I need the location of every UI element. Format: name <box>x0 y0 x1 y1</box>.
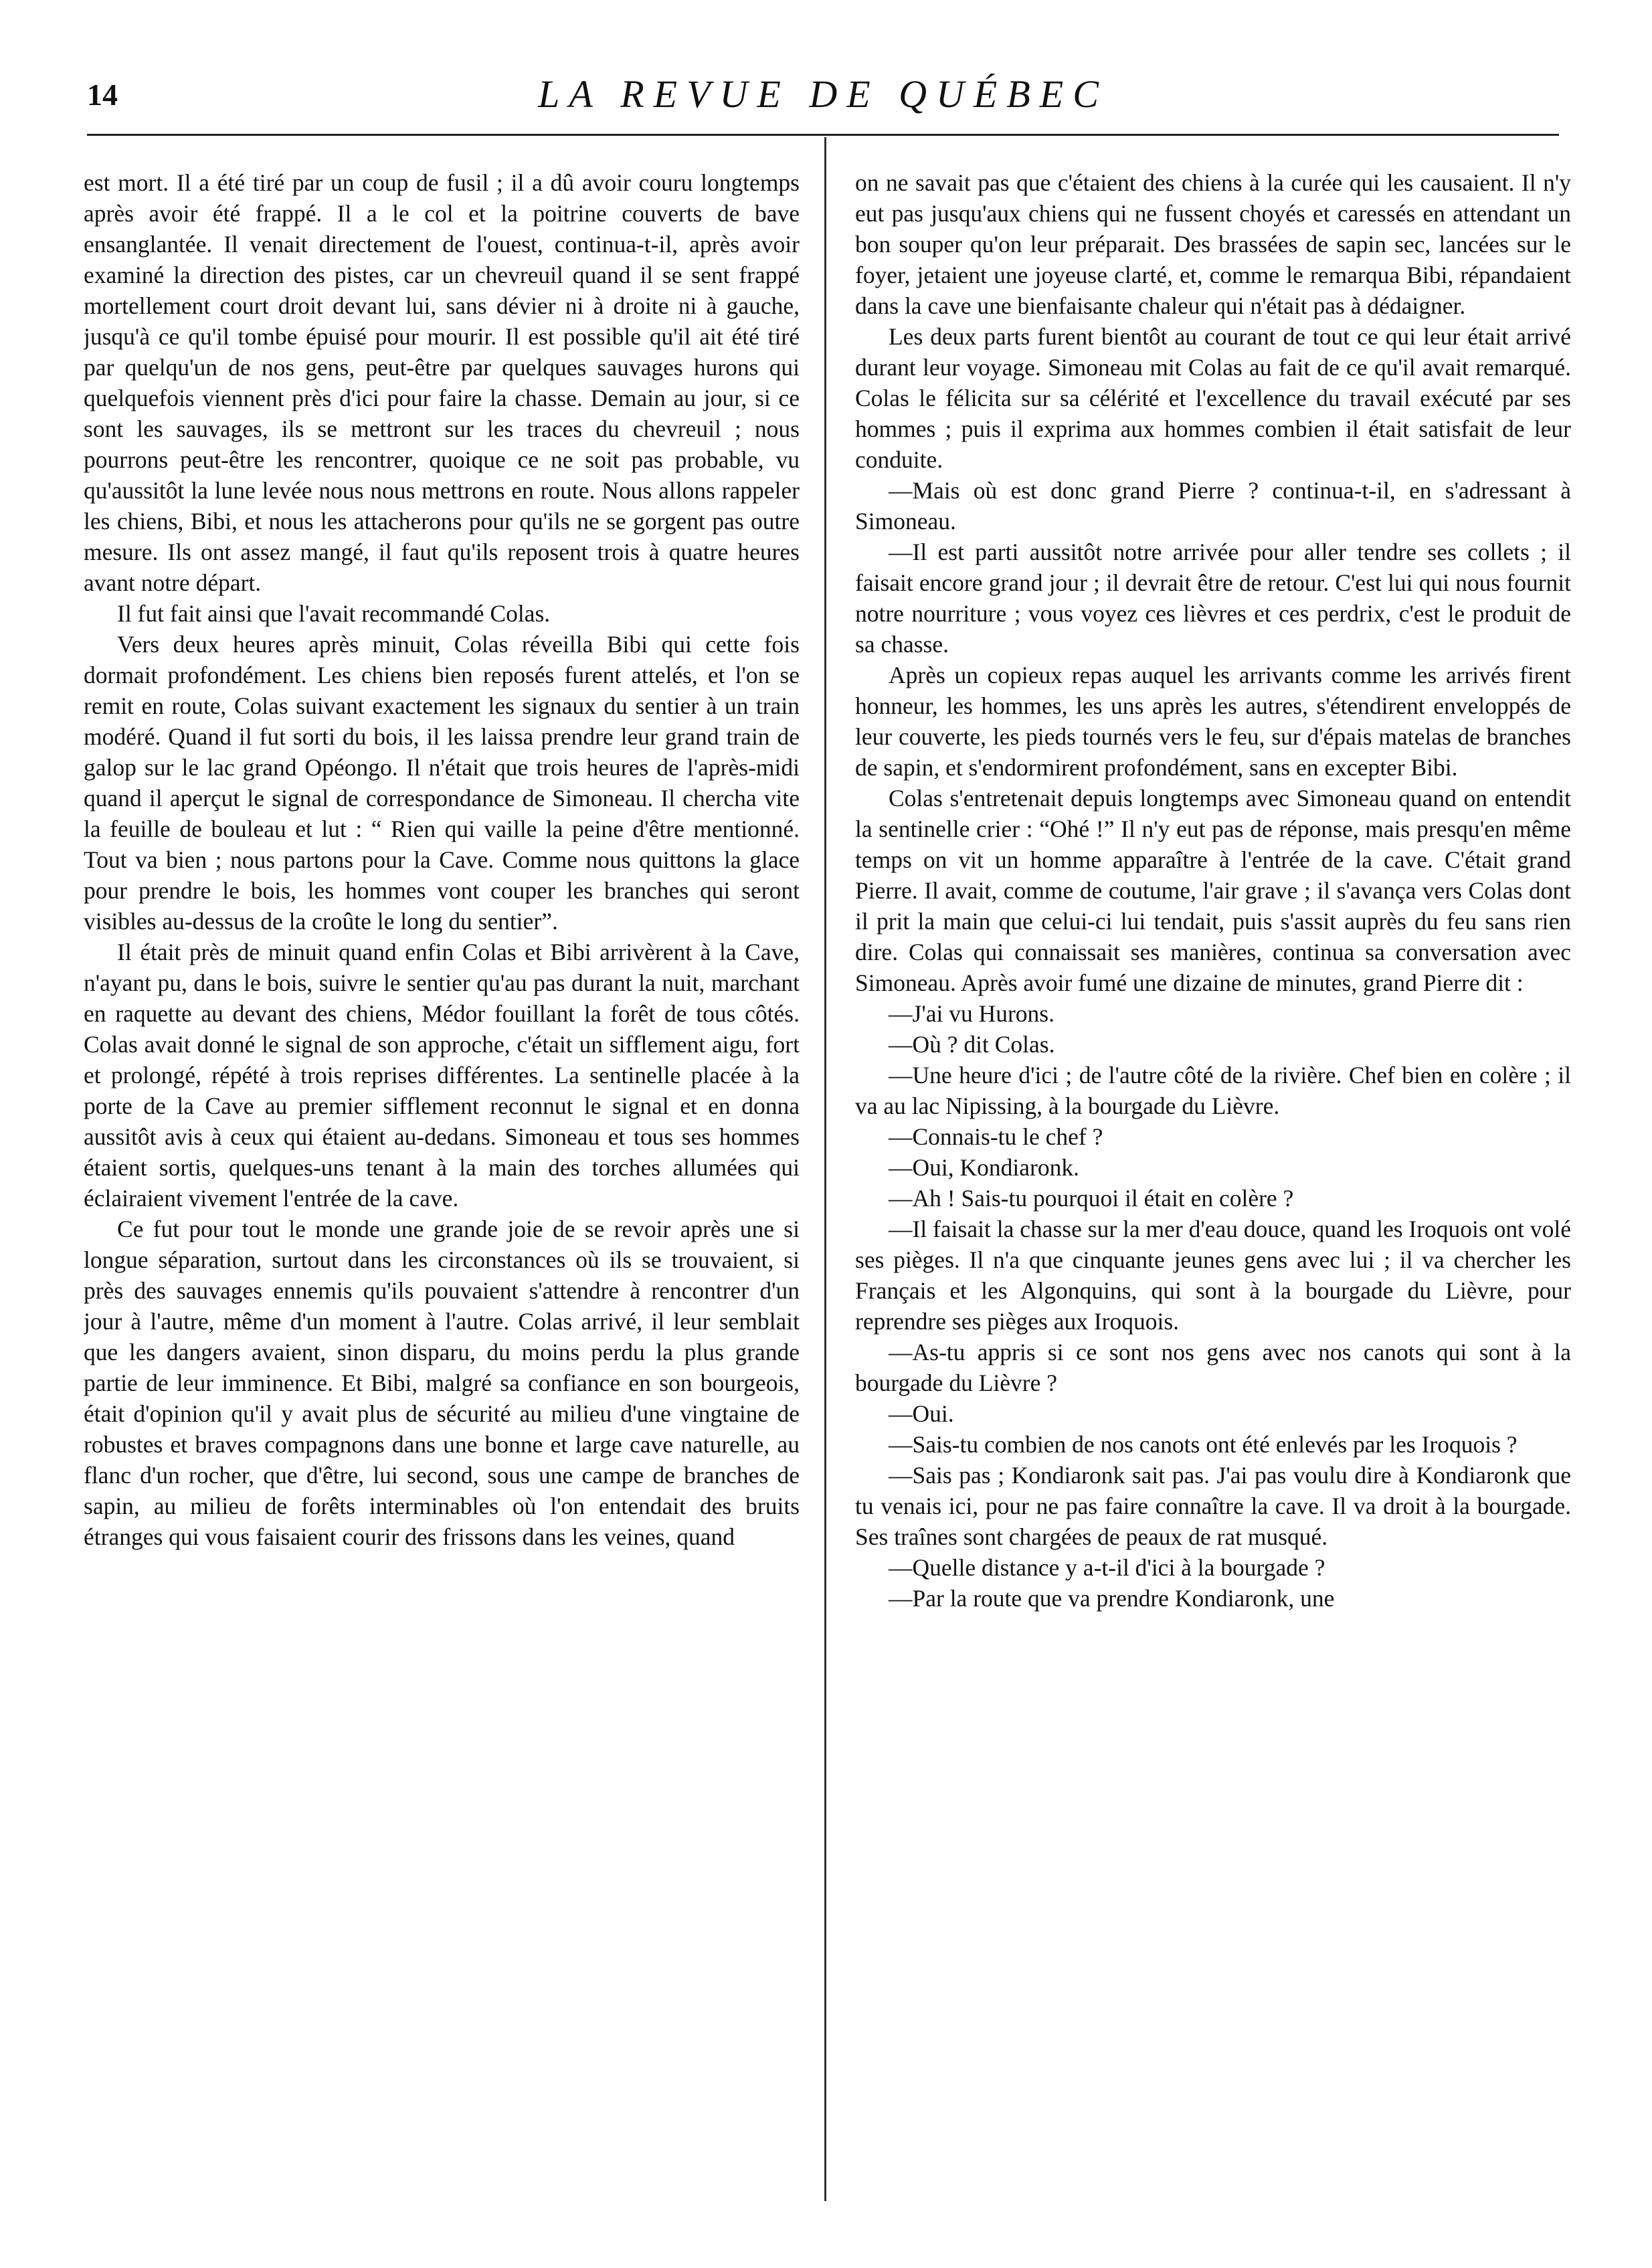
paragraph: Colas s'entretenait depuis longtemps avec Simoneau quand on entendit la sentinelle crier : “Ohé !” Il n'y eut pas de réponse, mais presqu'en même temps on vit un homme apparaître à l'entrée de la cave. C'était grand Pierre. Il avait, comme de coutume, l'air grave ; il s'avança vers Colas dont il prit la main que celui-ci lui tendait, puis s'assit auprès du feu sans rien dire. Colas qui connaissait ses manières, continua sa conversation avec Simoneau. Après avoir fumé une dizaine de minutes, grand Pierre dit : <box>855 785 1571 996</box>
paragraph: —Oui. <box>889 1400 954 1427</box>
paragraph: Ce fut pour tout le monde une grande joie de se revoir après une si longue séparation, surtout dans les circonstances où ils se trouvaient, si près des sauvages ennemis qu'ils pouvaient s'attendre à rencontrer d'un jour à l'autre, même d'un moment à l'autre. Colas arrivé, il leur semblait que les dangers avaient, sinon disparu, du moins perdu la plus grande partie de leur imminence. Et Bibi, malgré sa confiance en son bourgeois, était d'opinion qu'il y avait plus de sécurité au milieu d'une vingtaine de robustes et braves compagnons dans une bonne et large cave naturelle, au flanc d'un rocher, que d'être, lui second, sous une campe de branches de sapin, au milieu de forêts interminables où l'on entendait des bruits étranges qui vous faisaient courir des frissons dans les veines, quand <box>84 1216 800 1550</box>
paragraph: —Il est parti aussitôt notre arrivée pour aller tendre ses collets ; il faisait encore grand jour ; il devrait être de retour. C'est lui qui nous fournit notre nourriture ; vous voyez ces lièvres et ces perdrix, c'est le produit de sa chasse. <box>855 539 1571 658</box>
column-divider <box>824 137 826 2201</box>
paragraph: —Connais-tu le chef ? <box>889 1123 1103 1150</box>
header-rule <box>87 134 1559 136</box>
paragraph: on ne savait pas que c'étaient des chiens à la curée qui les causaient. Il n'y eut pas jusqu'aux chiens qui ne fussent choyés et caressés en attendant un bon souper qu'on leur préparait. Des brassées de sapin sec, lancées sur le foyer, jetaient une joyeuse clarté, et, comme le remarqua Bibi, répandaient dans la cave une bienfaisante chaleur qui n'était pas à dédaigner. <box>855 169 1571 319</box>
paragraph: —Une heure d'ici ; de l'autre côté de la rivière. Chef bien en colère ; il va au lac Nipissing, à la bourgade du Lièvre. <box>855 1062 1571 1119</box>
paragraph: —Quelle distance y a-t-il d'ici à la bourgade ? <box>889 1554 1325 1581</box>
paragraph: —Oui, Kondiaronk. <box>889 1154 1079 1181</box>
paragraph: Vers deux heures après minuit, Colas réveilla Bibi qui cette fois dormait profondément. Les chiens bien reposés furent attelés, et l'on se remit en route, Colas suivant exactement les signaux du sentier à un train modéré. Quand il fut sorti du bois, il les laissa prendre leur grand train de galop sur le lac grand Opéongo. Il n'était que trois heures de l'après-midi quand il aperçut le signal de correspondance de Simoneau. Il chercha vite la feuille de bouleau et lut : “ Rien qui vaille la peine d'être mentionné. Tout va bien ; nous partons pour la Cave. Comme nous quittons la glace pour prendre le bois, les hommes vont couper les branches qui seront visibles au-dessus de la croûte le long du sentier”. <box>84 631 800 935</box>
paragraph: —Il faisait la chasse sur la mer d'eau douce, quand les Iroquois ont volé ses pièges. Il n'a que cinquante jeunes gens avec lui ; il va chercher les Français et les Algonquins, qui sont à la bourgade du Lièvre, pour reprendre ses pièges aux Iroquois. <box>855 1216 1571 1335</box>
paragraph: Il était près de minuit quand enfin Colas et Bibi arrivèrent à la Cave, n'ayant pu, dans le bois, suivre le sentier qu'au pas durant la nuit, marchant en raquette au devant des chiens, Médor fouillant la forêt de tous côtés. Colas avait donné le signal de son approche, c'était un sifflement aigu, fort et prolongé, répété à trois reprises différentes. La sentinelle placée à la porte de la Cave au premier sifflement reconnut le signal et en donna aussitôt avis à ceux qui étaient au-dedans. Simoneau et tous ses hommes étaient sortis, quelques-uns tenant à la main des torches allumées qui éclairaient vivement l'entrée de la cave. <box>84 939 800 1212</box>
paragraph: Les deux parts furent bientôt au courant de tout ce qui leur était arrivé durant leur voyage. Simoneau mit Colas au fait de ce qu'il avait remarqué. Colas le félicita sur sa célérité et l'excellence du travail exécuté par ses hommes ; puis il exprima aux hommes combien il était satisfait de leur conduite. <box>855 323 1571 473</box>
paragraph: —Sais-tu combien de nos canots ont été enlevés par les Iroquois ? <box>889 1431 1518 1458</box>
paragraph: —J'ai vu Hurons. <box>889 1000 1054 1027</box>
paragraph: —Sais pas ; Kondiaronk sait pas. J'ai pas voulu dire à Kondiaronk que tu venais ici, pour ne pas faire connaître la cave. Il va droit à la bourgade. Ses traînes sont chargées de peaux de rat musqué. <box>855 1462 1571 1550</box>
running-title: LA REVUE DE QUÉBEC <box>538 72 1108 116</box>
paragraph: —Par la route que va prendre Kondiaronk, une <box>889 1585 1335 1612</box>
paragraph: est mort. Il a été tiré par un coup de fusil ; il a dû avoir couru longtemps après avoir été frappé. Il a le col et la poitrine couverts de bave ensanglantée. Il venait directement de l'ouest, continua-t-il, après avoir examiné la direction des pistes, car un chevreuil quand il se sent frappé mortellement court droit devant lui, sans dévier ni à droite ni à gauche, jusqu'à ce qu'il tombe épuisé pour mourir. Il est possible qu'il ait été tiré par quelqu'un de nos gens, peut-être par quelques sauvages hurons qui quelquefois viennent près d'ici pour faire la chasse. Demain au jour, si ce sont les sauvages, ils se mettront sur les traces du chevreuil ; nous pourrons peut-être les rencontrer, quoique ce ne soit pas probable, vu qu'aussitôt la lune levée nous nous mettrons en route. Nous allons rappeler les chiens, Bibi, et nous les attacherons pour qu'ils ne se gorgent pas outre mesure. Ils ont assez mangé, il faut qu'ils reposent trois à quatre heures avant notre départ. <box>84 169 800 596</box>
paragraph: Après un copieux repas auquel les arrivants comme les arrivés firent honneur, les hommes, les uns après les autres, s'étendirent enveloppés de leur couverte, les pieds tournés vers le feu, sur d'épais matelas de branches de sapin, et s'endormirent profondément, sans en excepter Bibi. <box>855 662 1571 781</box>
page-number: 14 <box>87 78 118 112</box>
paragraph: —Où ? dit Colas. <box>889 1031 1055 1058</box>
paragraph: —As-tu appris si ce sont nos gens avec nos canots qui sont à la bourgade du Lièvre ? <box>855 1339 1571 1396</box>
paragraph: —Mais où est donc grand Pierre ? continua-t-il, en s'adressant à Simoneau. <box>855 477 1571 535</box>
right-column <box>855 167 1571 2228</box>
paragraph: —Ah ! Sais-tu pourquoi il était en colère ? <box>889 1185 1294 1212</box>
left-column <box>84 167 800 2228</box>
page-header <box>87 64 1559 124</box>
paragraph: Il fut fait ainsi que l'avait recommandé Colas. <box>117 600 551 627</box>
